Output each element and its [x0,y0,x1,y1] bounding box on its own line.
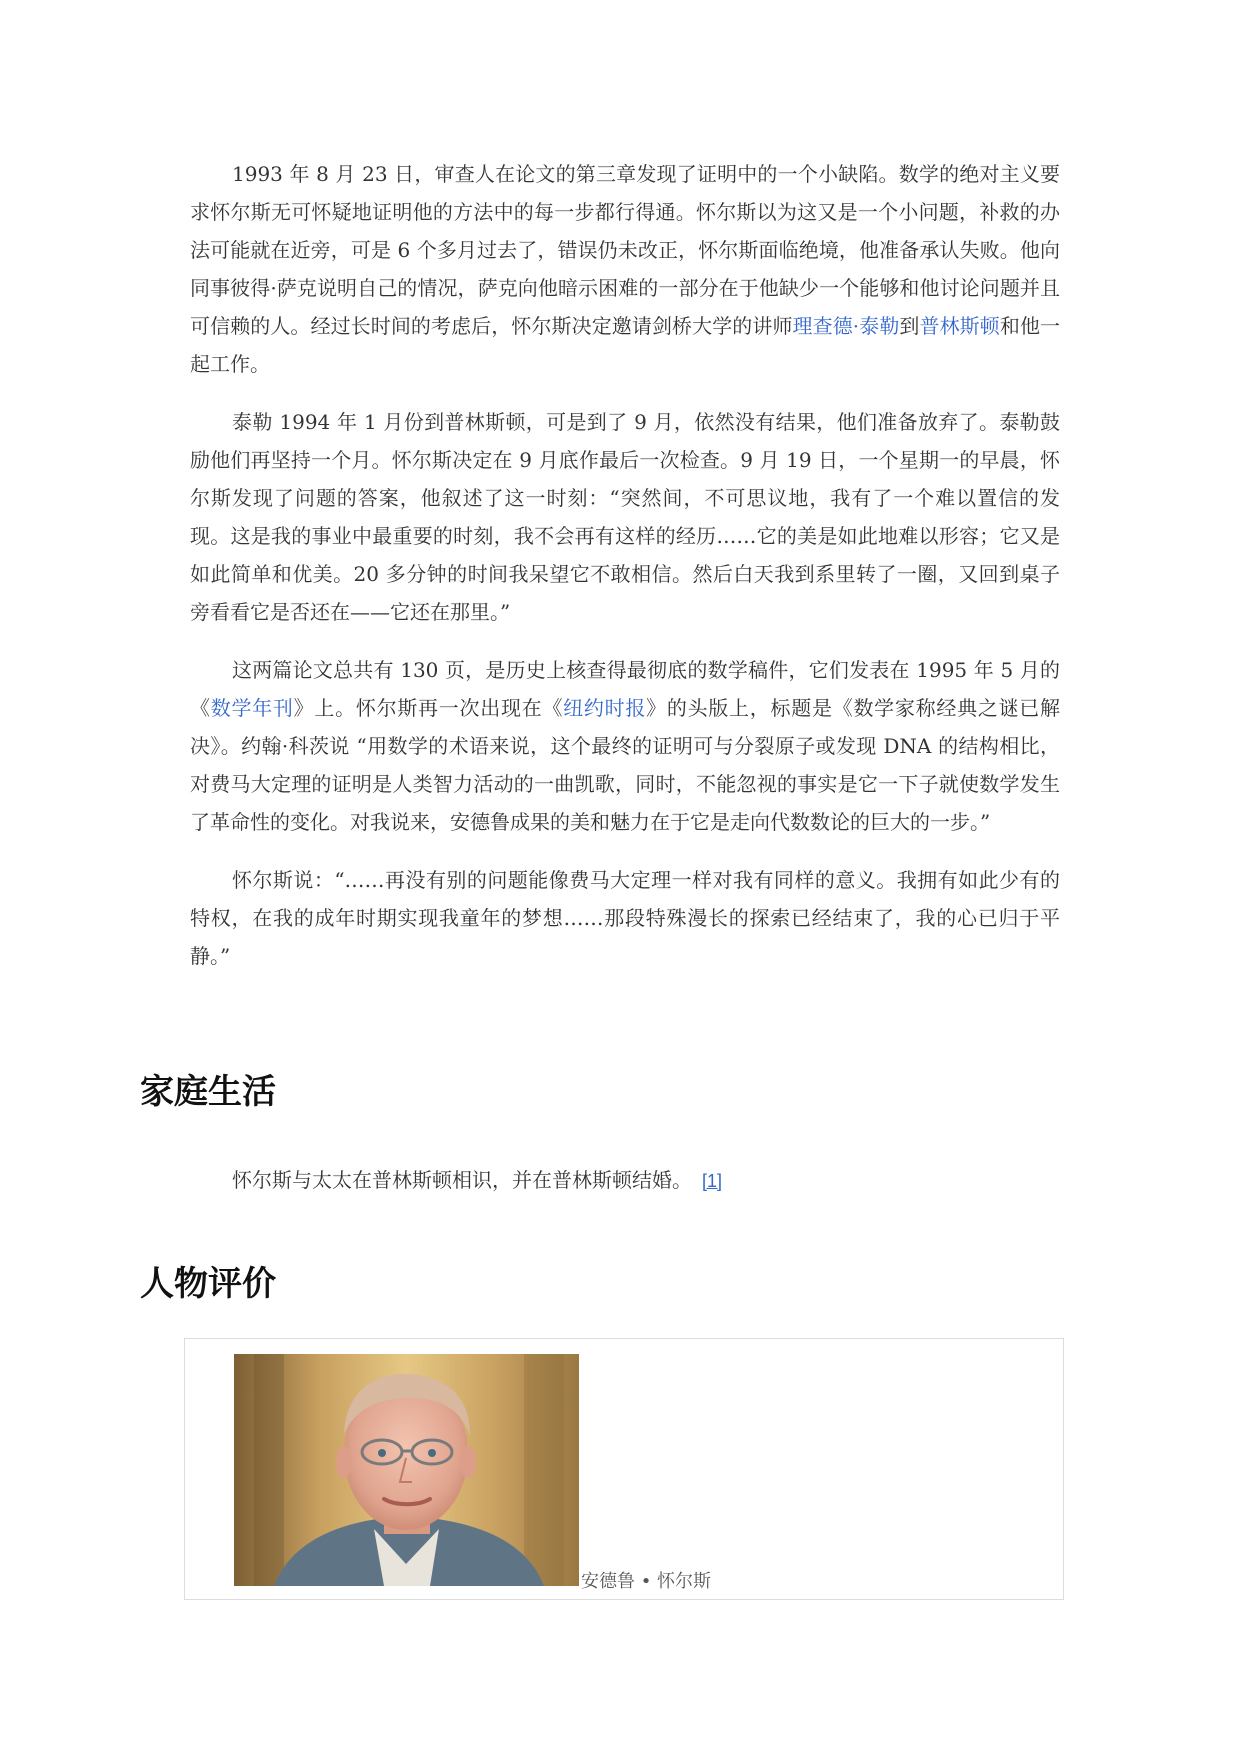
paragraph-text: 这两篇论文总共有 130 页，是历史上核查得最彻底的数学稿件，它们发表在 1995 年 5 月的《 [190,658,1060,720]
paragraph-text: 》上。怀尔斯再一次出现在《 [293,696,564,720]
paragraph-text: 和他一起工作。 [190,314,1061,376]
portrait-photo[interactable] [234,1354,579,1586]
link-richard-taylor[interactable]: 理查德·泰勒 [792,314,900,338]
paragraph-taylor-collaboration: 泰勒 1994 年 1 月份到普林斯顿，可是到了 9 月，依然没有结果，他们准备放弃了。泰勒鼓励他们再坚持一个月。怀尔斯决定在 9 月底作最后一次检查。9 月 19 日，一个星期一的早晨，怀尔斯发现了问题的答案，他叙述了这一时刻：“突然间，不可思议地，我有了一个难以置信的发现。这是我的事业中最重要的时刻，我不会再有这样的经历……它的美是如此地难以形容；它又是如此简单和优美。20 多分钟的时间我呆望它不敢相信。然后白天我到系里转了一圈，又回到桌子旁看看它是否还在——它还在那里。” [190,410,1060,624]
reference-link[interactable]: [1] [702,1171,723,1191]
section-heading-evaluation: 人物评价 [140,1264,276,1304]
link-new-york-times[interactable]: 纽约时报 [563,696,647,720]
paragraph-text: 怀尔斯与太太在普林斯顿相识，并在普林斯顿结婚。 [232,1168,692,1192]
photo-caption: 安德鲁 • 怀尔斯 [581,1571,712,1592]
article-body [190,155,1060,995]
paragraph-text: 》的头版上，标题是《数学家称经典之谜已解决》。约翰·科茨说 “用数学的术语来说，这个最终的证明可与分裂原子或发现 DNA 的结构相比，对费马大定理的证明是人类智力活动的一曲凯歌，同时，不能忽视的事实是它一下子就使数学发生了革命性的变化。对我说来，安德鲁成果的美和魅力在于它是走向代数数论的巨大的一步。” [190,696,1061,834]
paragraph-flaw-discovery [190,155,1060,383]
link-annals-of-mathematics[interactable]: 数学年刊 [210,696,294,720]
paragraph-publication [190,651,1060,841]
section-heading-family: 家庭生活 [140,1072,276,1112]
link-princeton[interactable]: 普林斯顿 [919,314,1000,338]
paragraph-text: 到 [899,314,920,338]
paragraph-wiles-quote: 怀尔斯说：“……再没有别的问题能像费马大定理一样对我有同样的意义。我拥有如此少有的特权，在我的成年时期实现我童年的梦想……那段特殊漫长的探索已经结束了，我的心已归于平静。” [190,868,1060,968]
paragraph-text: 1993 年 8 月 23 日，审查人在论文的第三章发现了证明中的一个小缺陷。数学的绝对主义要求怀尔斯无可怀疑地证明他的方法中的每一步都行得通。怀尔斯以为这又是一个小问题，补救的办法可能就在近旁，可是 6 个多月过去了，错误仍未改正，怀尔斯面临绝境，他准备承认失败。他向同事彼得·萨克说明自己的情况，萨克向他暗示困难的一部分在于他缺少一个能够和他讨论问题并且可信赖的人。经过长时间的考虑后，怀尔斯决定邀请剑桥大学的讲师 [190,162,1060,338]
image-figure [184,1338,1064,1600]
paragraph-family [190,1161,1060,1200]
portrait-illustration [234,1354,579,1586]
